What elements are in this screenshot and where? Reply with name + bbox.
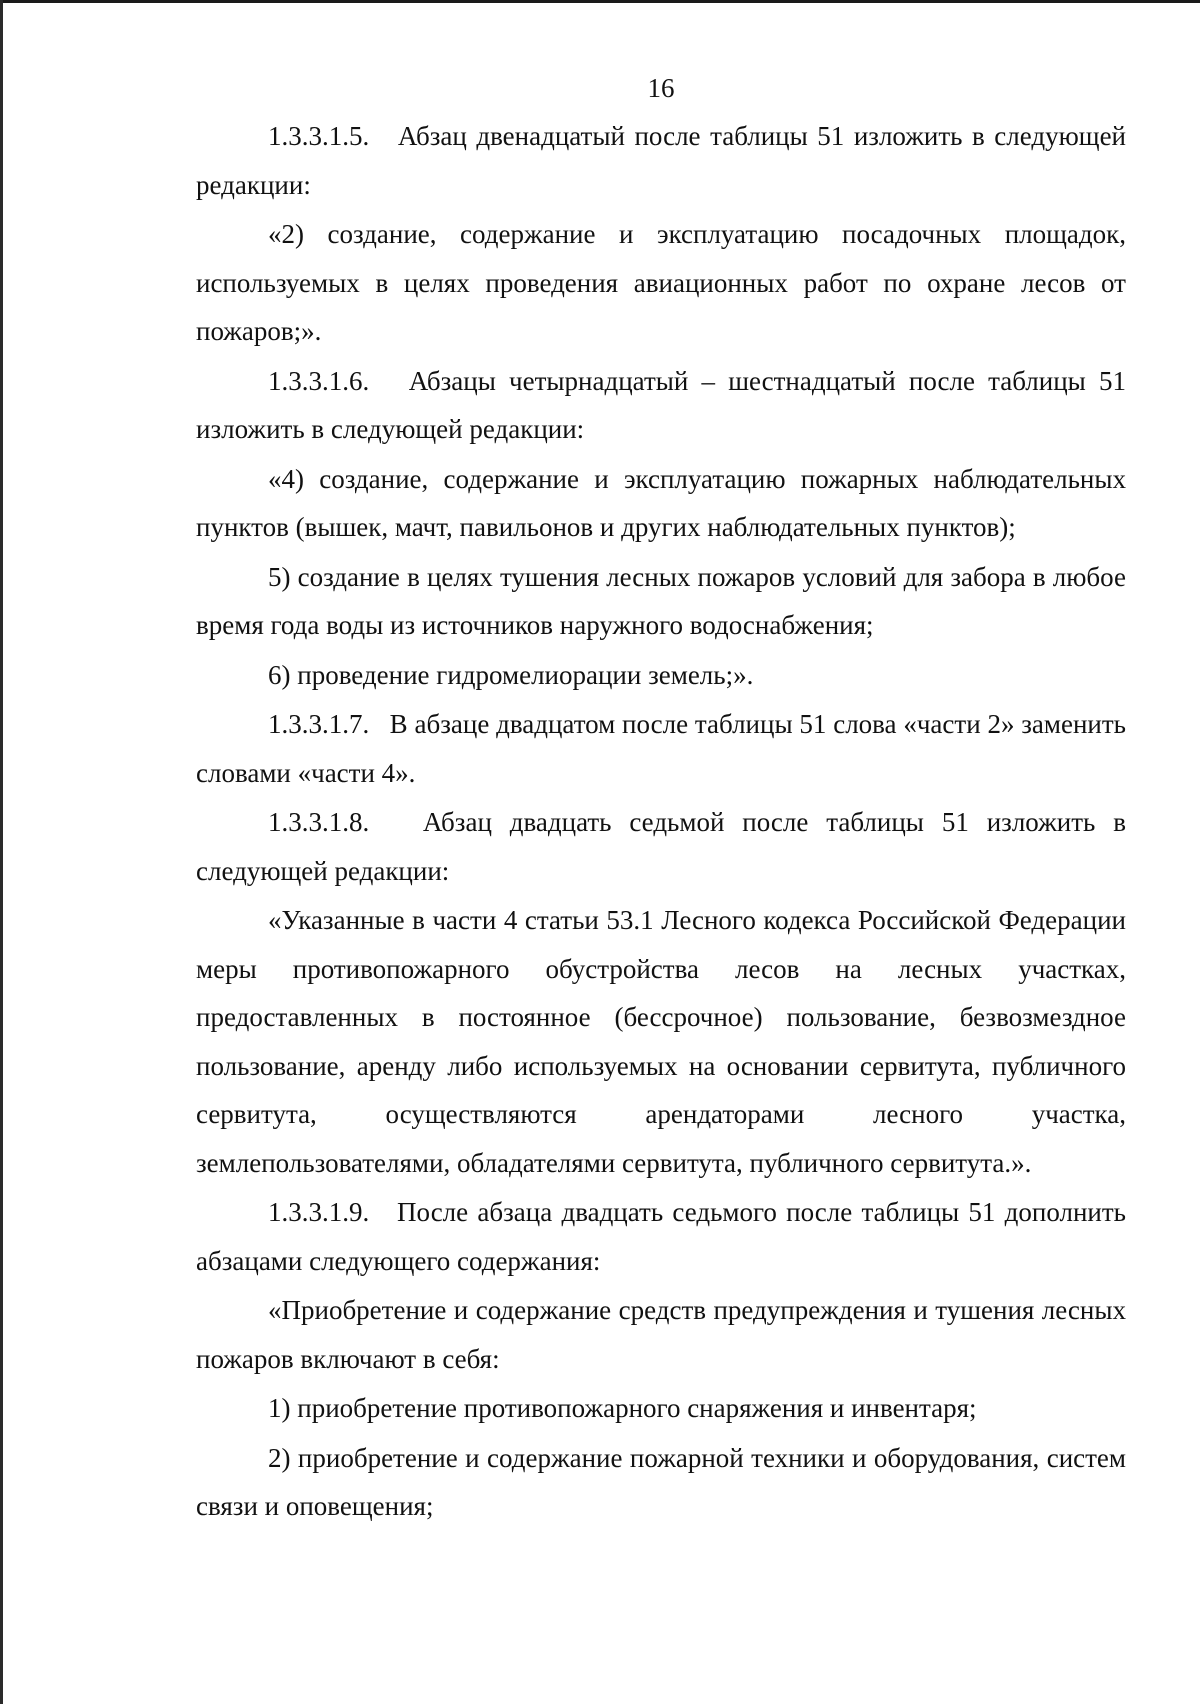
scan-border-top <box>0 0 1200 3</box>
scan-border-left <box>0 0 3 1704</box>
paragraph-item-2-fire-machinery: 2) приобретение и содержание пожарной техники и оборудования, систем связи и оповещения; <box>196 1442 1126 1521</box>
paragraph-item-5-water-supply: 5) создание в целях тушения лесных пожаров условий для забора в любое время года воды из источников наружного водоснабжения; <box>196 561 1126 640</box>
paragraph-item-1-equipment: 1) приобретение противопожарного снаряжения и инвентаря; <box>268 1393 977 1423</box>
paragraph-item-4-observation-points: «4) создание, содержание и эксплуатацию пожарных наблюдательных пунктов (вышек, мачт, павильонов и других наблюдательных пунктов); <box>196 463 1126 542</box>
document-page <box>196 64 1126 1532</box>
paragraph-1-3-3-1-5: 1.3.3.1.5. Абзац двенадцатый после таблицы 51 изложить в следующей редакции: <box>196 121 1126 200</box>
paragraph-fire-prevention-means: «Приобретение и содержание средств предупреждения и тушения лесных пожаров включают в себя: <box>196 1295 1126 1374</box>
page-number: 16 <box>647 73 675 103</box>
paragraph-measures-article-53-1: «Указанные в части 4 статьи 53.1 Лесного кодекса Российской Федерации меры противопожарного обустройства лесов на лесных участках, предоставленных в постоянное (бессрочное) пользование, безвозмездное пользование, аренду либо используемых на основании сервитута, публичного сервитута, осуществляются арендаторами лесного участка, землепользователями, обладателями сервитута, публичного сервитута.». <box>196 905 1126 1178</box>
paragraph-1-3-3-1-6: 1.3.3.1.6. Абзацы четырнадцатый – шестнадцатый после таблицы 51 изложить в следующей редакции: <box>196 365 1126 444</box>
paragraph-1-3-3-1-8: 1.3.3.1.8. Абзац двадцать седьмой после таблицы 51 изложить в следующей редакции: <box>196 807 1126 886</box>
paragraph-1-3-3-1-9: 1.3.3.1.9. После абзаца двадцать седьмого после таблицы 51 дополнить абзацами следующего содержания: <box>196 1197 1126 1276</box>
paragraph-item-2-landing-sites: «2) создание, содержание и эксплуатацию посадочных площадок, используемых в целях проведения авиационных работ по охране лесов от пожаров;». <box>196 219 1126 346</box>
paragraph-item-6-hydromelioration: 6) проведение гидромелиорации земель;». <box>268 659 754 690</box>
paragraph-1-3-3-1-7: 1.3.3.1.7. В абзаце двадцатом после таблицы 51 слова «части 2» заменить словами «части 4». <box>196 709 1126 788</box>
